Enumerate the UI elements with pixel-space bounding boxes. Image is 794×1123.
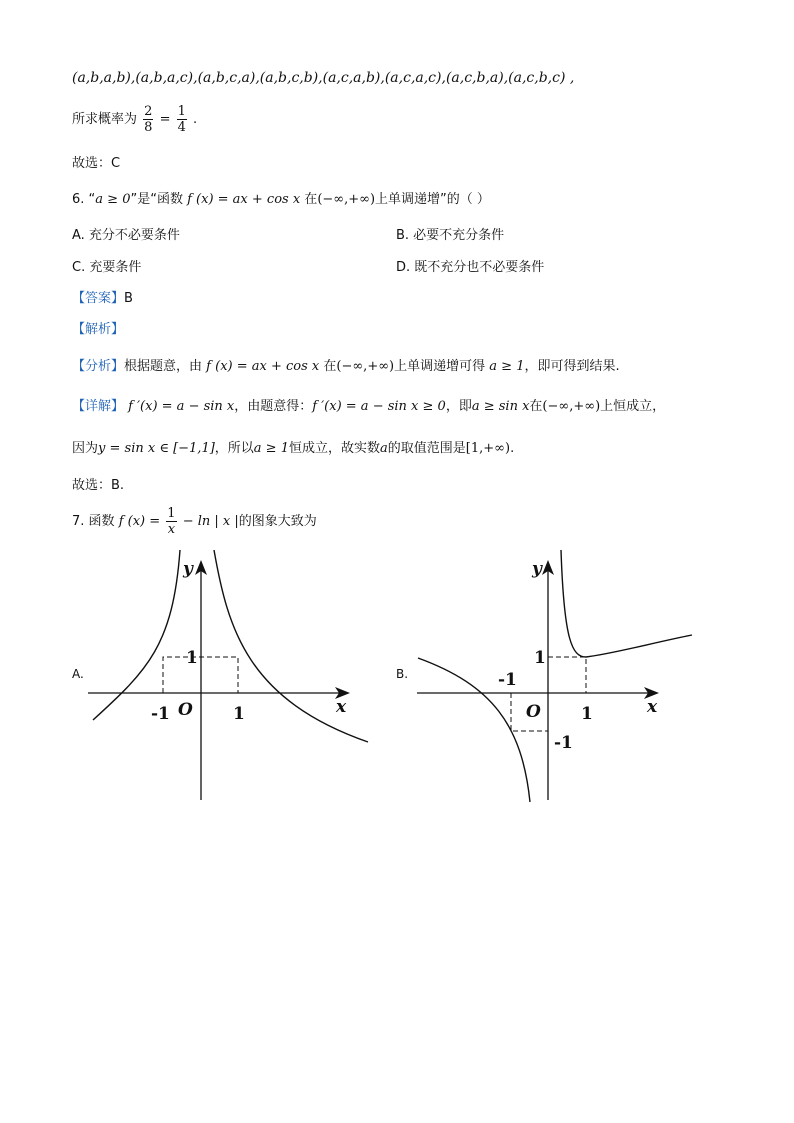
graph-b-dashed-pos (548, 657, 586, 693)
q6-stem-c: 在 (304, 192, 318, 207)
q5-fraction-1 (143, 104, 153, 135)
q6-xj-interval: (−∞,+∞) (542, 399, 601, 414)
q6-xj-ineq: f ′(x) = a − sin x ≥ 0 (312, 399, 446, 414)
q7-stem-a: 7. 函数 (72, 514, 115, 529)
q6-l2-d: 的取值范围是 (387, 441, 466, 456)
q6-stem-a: 6. “ (72, 192, 96, 207)
graph-b (412, 550, 702, 805)
q5-eq: = (159, 112, 171, 127)
q7-stem-c: 的图象大致为 (238, 514, 317, 529)
q6-l2-e: . (510, 441, 515, 456)
q6-xj-c: a ≥ sin x (471, 399, 530, 414)
q6-l2-cond: a ≥ 1 (253, 441, 289, 456)
q6-stem-b: ”是“函数 (130, 192, 183, 207)
q6-fenxi-func: f (x) = ax + cos x (206, 359, 320, 374)
q6-stem-d: 上单调递增”的（ ） (375, 192, 490, 207)
graph-a-y-one-label: 1 (186, 648, 198, 668)
q5-probability-line (72, 104, 197, 135)
q6-l2-var: a (380, 441, 388, 456)
graph-b-y-neg-one-label: -1 (554, 733, 573, 753)
graph-a-y-label: y (183, 559, 193, 579)
q7-stem-f: f (x) = (118, 514, 161, 529)
q5-choice: 故选：C (72, 156, 121, 171)
q6-stem-interval: (−∞,+∞) (317, 192, 376, 207)
q7-stem (72, 506, 317, 537)
q6-option-d: D. 既不充分也不必要条件 (396, 260, 545, 275)
graph-a-origin-label: O (178, 700, 193, 720)
q6-stem-func: f (x) = ax + cos x (187, 192, 301, 207)
q6-xj-b: ，即 (445, 399, 472, 414)
q6-fenxi-b: 在 (323, 359, 337, 374)
q6-fenxi-d: ，即可得到结果. (524, 359, 620, 374)
q6-option-c: C. 充要条件 (72, 260, 142, 275)
q6-line2 (72, 437, 514, 456)
q6-answer-line (72, 287, 133, 306)
q5-prob-prefix: 所求概率为 (72, 112, 138, 127)
q6-option-a: A. 充分不必要条件 (72, 228, 180, 243)
graph-a-label: A. (72, 667, 84, 681)
q6-xj-d: 在 (529, 399, 543, 414)
graph-a (88, 550, 373, 805)
q6-l2-range: y = sin x ∈ [−1,1] (98, 441, 215, 456)
q6-fenxi-line (72, 355, 620, 374)
q6-xj-e: 上恒成立， (600, 399, 666, 414)
q5-frac1-den: 8 (144, 120, 153, 135)
graph-a-left-branch (93, 550, 180, 720)
q7-fraction (166, 506, 176, 537)
q7-stem-b: − ln | x | (182, 514, 239, 529)
xiangjie-tag: 【详解】 (72, 399, 125, 414)
graph-b-x-label: x (647, 697, 658, 717)
q6-xj-deriv: f ′(x) = a − sin x (128, 399, 235, 414)
q6-fenxi-a: 根据题意，由 (124, 359, 203, 374)
q6-l2-ans: [1,+∞) (465, 441, 511, 456)
graph-a-neg-one-label: -1 (151, 704, 170, 724)
answer-tag: 【答案】 (72, 291, 125, 306)
graph-b-origin-label: O (526, 702, 541, 722)
q5-period: . (193, 112, 198, 127)
fenxi-tag: 【分析】 (72, 359, 125, 374)
q7-frac-den: x (167, 522, 176, 537)
q6-l2-a: 因为 (72, 441, 99, 456)
graph-b-x-one-label: 1 (581, 704, 593, 724)
q6-option-b: B. 必要不充分条件 (396, 228, 505, 243)
q6-xiangjie-line (72, 395, 665, 414)
q5-frac2-num: 1 (177, 104, 186, 119)
graph-a-x-label: x (336, 697, 347, 717)
q5-fraction-2 (177, 104, 187, 135)
graph-b-right-branch (561, 550, 692, 657)
q6-xj-a: ，由题意得： (234, 399, 313, 414)
q6-fenxi-cond: a ≥ 1 (489, 359, 525, 374)
q6-fenxi-c: 上单调递增可得 (394, 359, 486, 374)
q5-tuples: (a,b,a,b),(a,b,a,c),(a,b,c,a),(a,b,c,b),(a,c,a,b),(a,c,a,c),(a,c,b,a),(a,c,b,c) , (72, 70, 575, 86)
graph-a-x-one-label: 1 (233, 704, 245, 724)
graph-b-y-one-label: 1 (534, 648, 546, 668)
q6-l2-c: 恒成立，故实数 (288, 441, 380, 456)
q7-frac-num: 1 (167, 506, 176, 521)
graph-b-label: B. (396, 667, 409, 681)
q6-stem-cond: a ≥ 0 (95, 192, 131, 207)
q6-l2-b: ，所以 (214, 441, 254, 456)
graph-b-x-neg-one-label: -1 (498, 670, 517, 690)
q5-frac1-num: 2 (144, 104, 153, 119)
q6-answer: B (124, 291, 133, 306)
q6-fenxi-interval: (−∞,+∞) (336, 359, 395, 374)
graph-b-y-label: y (532, 559, 542, 579)
q6-stem (72, 188, 490, 207)
q6-choice: 故选：B. (72, 478, 125, 493)
jiexi-tag: 【解析】 (72, 322, 125, 337)
q5-frac2-den: 4 (177, 120, 186, 135)
